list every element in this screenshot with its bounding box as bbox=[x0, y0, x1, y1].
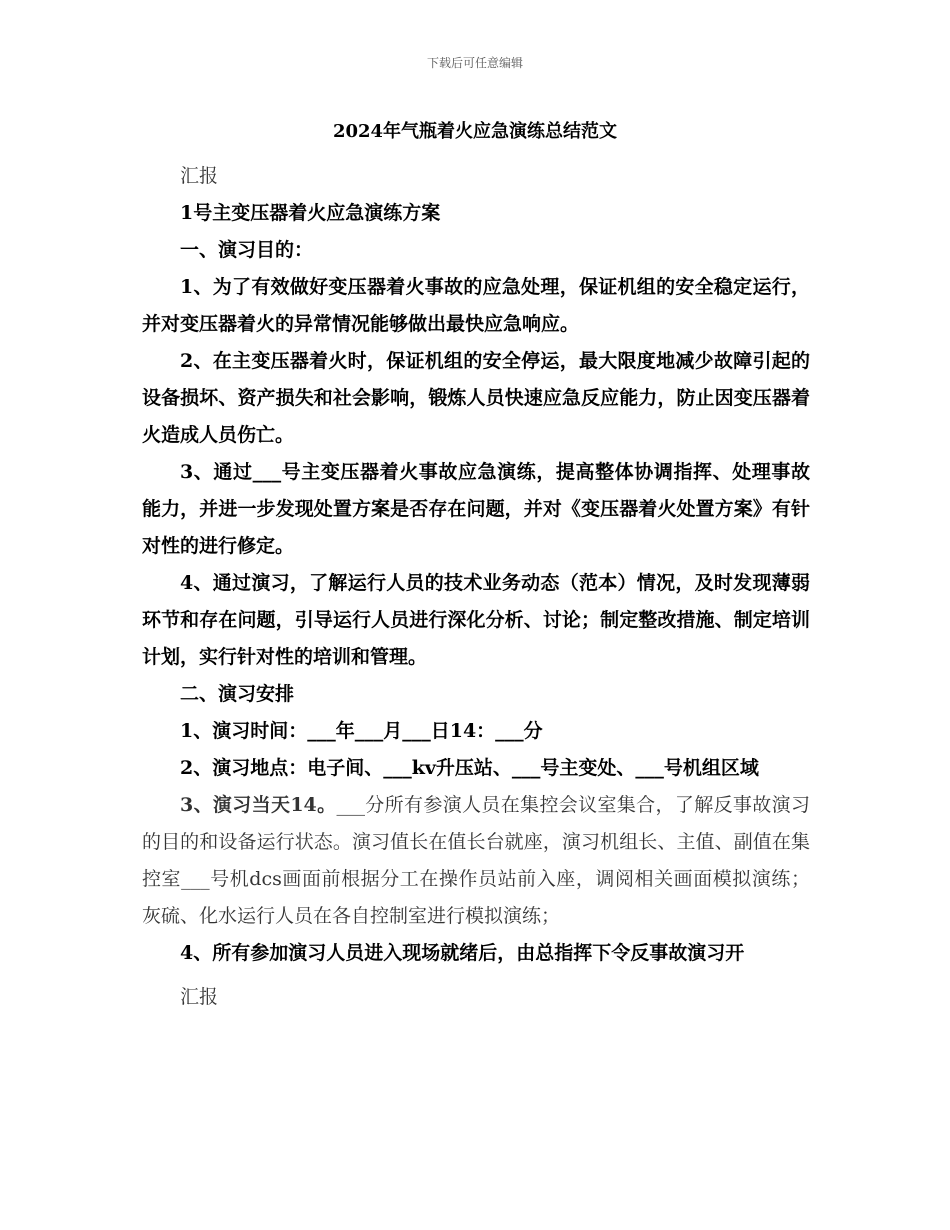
paragraph: 2、在主变压器着火时，保证机组的安全停运，最大限度地减少故障引起的设备损坏、资产损失和社会影响，锻炼人员快速应急反应能力，防止因变压器着火造成人员伤亡。 bbox=[142, 350, 810, 446]
paragraph: 2、演习地点：电子间、___kv升压站、___号主变处、___号机组区域 bbox=[180, 757, 759, 779]
document-title: 2024年气瓶着火应急演练总结范文 bbox=[332, 121, 618, 142]
section-heading: 一、演习目的： bbox=[180, 239, 314, 261]
paragraph: 3、通过___号主变压器着火事故应急演练，提高整体协调指挥、处理事故能力，并进一步发现处置方案是否存在问题，并对《变压器着火处置方案》有针对性的进行修定。 bbox=[142, 461, 810, 557]
report-label: 汇报 bbox=[180, 165, 219, 187]
paragraph-lead: 3、演习当天14。 bbox=[180, 794, 337, 816]
document-body bbox=[142, 158, 810, 1016]
page-header: 下载后可任意编辑 bbox=[426, 56, 523, 70]
paragraph-body: ___分所有参演人员在集控会议室集合，了解反事故演习的目的和设备运行状态。演习值长在值长台就座，演习机组长、主值、副值在集控室___号机dcs画面前根据分工在操作员站前入座，调阅相关画面模拟演练；灰硫、化水运行人员在各自控制室进行模拟演练； bbox=[142, 794, 810, 927]
paragraph bbox=[142, 787, 810, 935]
paragraph: 4、所有参加演习人员进入现场就绪后，由总指挥下令反事故演习开 bbox=[180, 942, 745, 964]
paragraph: 4、通过演习，了解运行人员的技术业务动态（范本）情况，及时发现薄弱环节和存在问题，引导运行人员进行深化分析、讨论；制定整改措施、制定培训计划，实行针对性的培训和管理。 bbox=[142, 572, 810, 668]
report-label: 汇报 bbox=[180, 986, 219, 1008]
section-heading: 1号主变压器着火应急演练方案 bbox=[180, 202, 441, 224]
paragraph: 1、为了有效做好变压器着火事故的应急处理，保证机组的安全稳定运行，并对变压器着火的异常情况能够做出最快应急响应。 bbox=[142, 276, 810, 335]
paragraph: 1、演习时间：___年___月___日14：___分 bbox=[180, 720, 543, 742]
section-heading: 二、演习安排 bbox=[180, 683, 295, 705]
